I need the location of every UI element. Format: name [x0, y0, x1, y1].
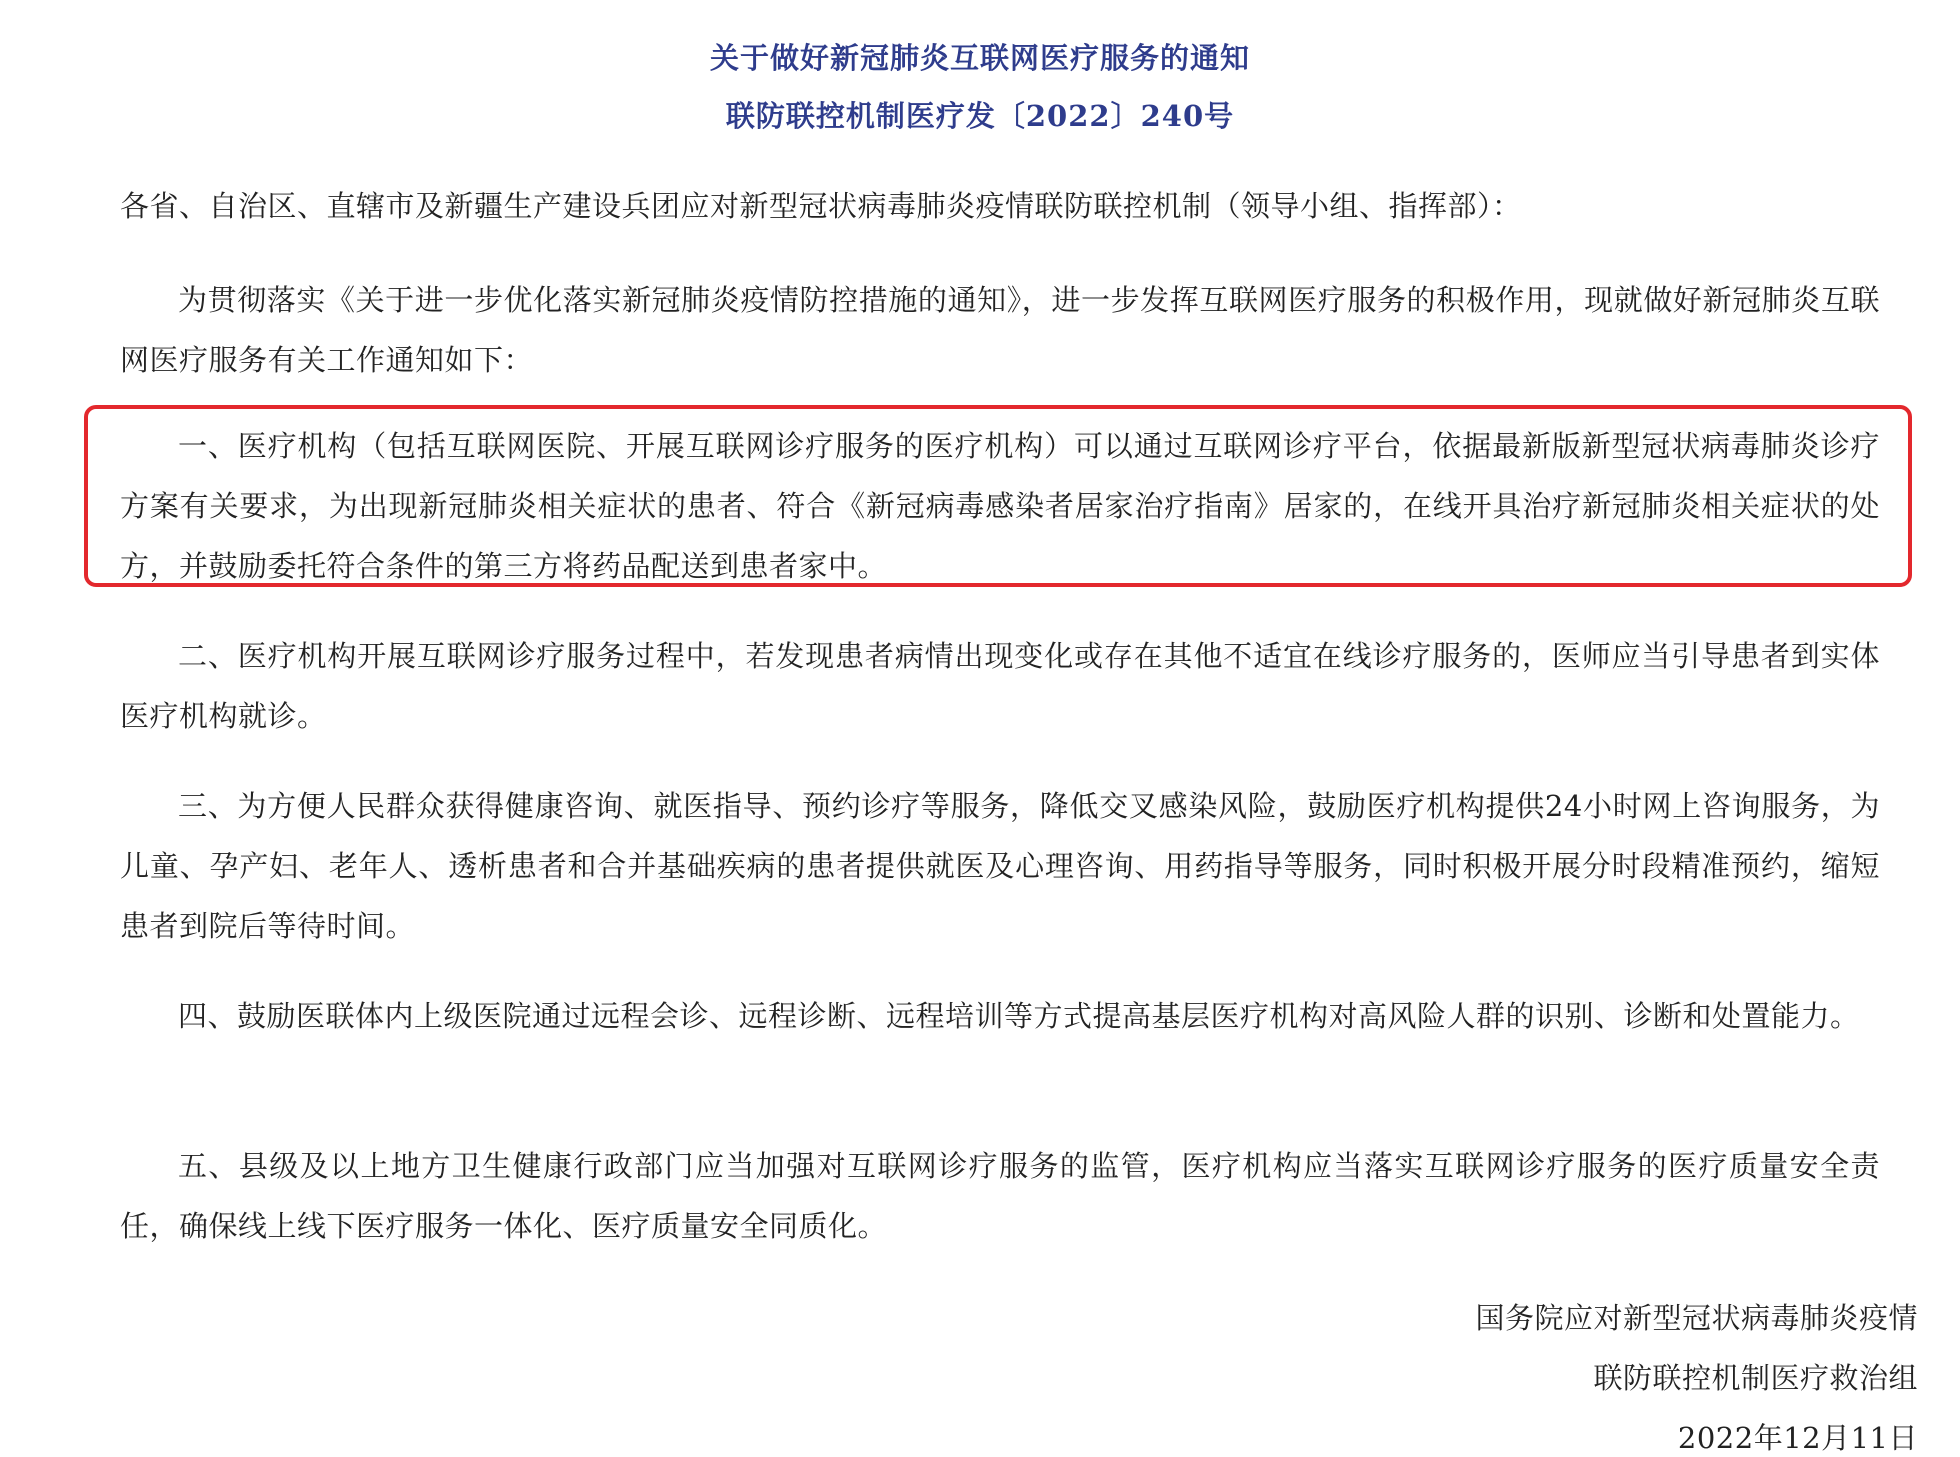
signature-line-1: 国务院应对新型冠状病毒肺炎疫情 [1475, 1301, 1918, 1335]
item-5-paragraph: 五、县级及以上地方卫生健康行政部门应当加强对互联网诊疗服务的监管，医疗机构应当落实互联网诊疗服务的医疗质量安全责任，确保线上线下医疗服务一体化、医疗质量安全同质化。 [120, 1149, 1880, 1243]
item-3-paragraph: 三、为方便人民群众获得健康咨询、就医指导、预约诊疗等服务，降低交叉感染风险，鼓励医疗机构提供24小时网上咨询服务，为儿童、孕产妇、老年人、透析患者和合并基础疾病的患者提供就医及心理咨询、用药指导等服务，同时积极开展分时段精准预约，缩短患者到院后等待时间。 [120, 789, 1880, 943]
signature-line-2: 联防联控机制医疗救治组 [1593, 1361, 1918, 1395]
intro-paragraph: 为贯彻落实《关于进一步优化落实新冠肺炎疫情防控措施的通知》，进一步发挥互联网医疗服务的积极作用，现就做好新冠肺炎互联网医疗服务有关工作通知如下： [120, 283, 1880, 377]
item-4-paragraph: 四、鼓励医联体内上级医院通过远程会诊、远程诊断、远程培训等方式提高基层医疗机构对高风险人群的识别、诊断和处置能力。 [178, 999, 1860, 1033]
document-number: 联防联控机制医疗发〔2022〕240号 [725, 99, 1235, 133]
signature-date: 2022年12月11日 [1677, 1421, 1918, 1455]
item-1-paragraph: 一、医疗机构（包括互联网医院、开展互联网诊疗服务的医疗机构）可以通过互联网诊疗平台，依据最新版新型冠状病毒肺炎诊疗方案有关要求，为出现新冠肺炎相关症状的患者、符合《新冠病毒感染者居家治疗指南》居家的，在线开具治疗新冠肺炎相关症状的处方，并鼓励委托符合条件的第三方将药品配送到患者家中。 [120, 429, 1880, 583]
item-2-paragraph: 二、医疗机构开展互联网诊疗服务过程中，若发现患者病情出现变化或存在其他不适宜在线诊疗服务的，医师应当引导患者到实体医疗机构就诊。 [120, 639, 1880, 733]
notice-title: 关于做好新冠肺炎互联网医疗服务的通知 [709, 41, 1250, 75]
salutation: 各省、自治区、直辖市及新疆生产建设兵团应对新型冠状病毒肺炎疫情联防联控机制（领导小组、指挥部）： [120, 189, 1522, 223]
